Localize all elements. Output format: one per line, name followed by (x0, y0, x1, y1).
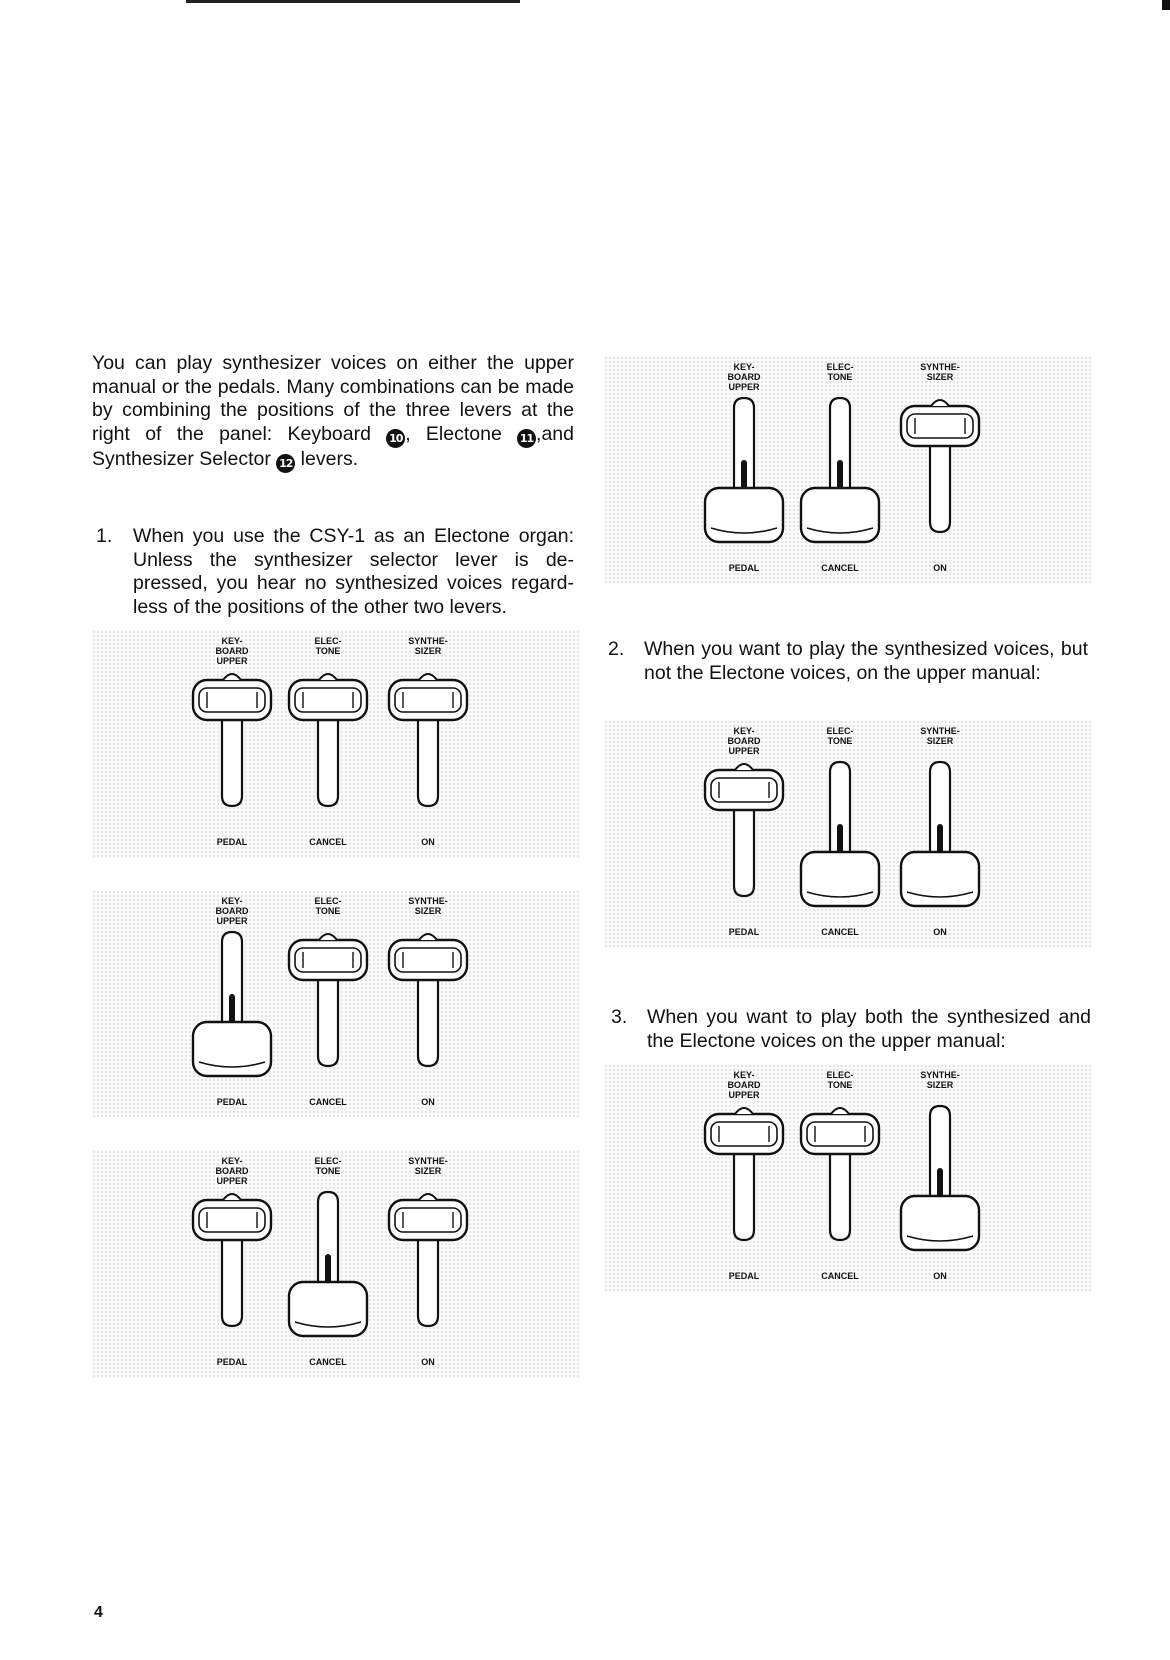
electone-top-label: TONE (315, 1166, 341, 1176)
lever-diagram (604, 720, 1092, 948)
synth-top-label: SYNTHE- (920, 362, 960, 372)
electone-lever-handle (801, 1114, 879, 1154)
synth-lever-handle (901, 1196, 979, 1250)
keyboard-top-label: BOARD (727, 736, 761, 746)
electone-lever (801, 1070, 879, 1281)
keyboard-bottom-label: PEDAL (728, 927, 760, 937)
item-2-number: 2. (608, 638, 625, 660)
electone-top-label: TONE (315, 646, 341, 656)
electone-top-label: ELEC- (314, 636, 342, 646)
page-number: 4 (94, 1604, 103, 1621)
panel-item1-b (92, 890, 580, 1118)
electone-bottom-label: CANCEL (309, 1097, 347, 1107)
synth-lever (901, 362, 979, 573)
panel-item3 (604, 1064, 1092, 1292)
keyboard-lever (193, 1156, 271, 1367)
electone-lever-groove (325, 1254, 331, 1284)
keyboard-top-label: BOARD (215, 646, 249, 656)
electone-top-label: ELEC- (314, 1156, 342, 1166)
synth-lever-handle (389, 940, 467, 980)
item-3-text: When you want to play both the synthesized and the Electone voices on the upper manual: (647, 1006, 1091, 1052)
lever-diagram (604, 1064, 1092, 1292)
synth-top-label: SIZER (414, 906, 442, 916)
lever-diagram (92, 630, 580, 858)
synth-lever-groove (937, 1168, 943, 1198)
keyboard-top-label: KEY- (221, 636, 243, 646)
keyboard-top-label: BOARD (727, 372, 761, 382)
synth-bottom-label: ON (421, 837, 435, 847)
synth-bottom-label: ON (421, 1097, 435, 1107)
panel-top-right (604, 356, 1092, 584)
keyboard-lever (193, 636, 271, 847)
badge-keyboard-icon: 10 (386, 429, 405, 448)
synth-top-label: SIZER (414, 1166, 442, 1176)
synth-lever-groove (937, 824, 943, 854)
item-2-text: When you want to play the synthesized voices, but not the Electone voices, on the upper manual: (644, 638, 1088, 684)
electone-lever (289, 636, 367, 847)
keyboard-top-label: KEY- (733, 1070, 755, 1080)
synth-lever-handle (901, 852, 979, 906)
synth-top-label: SYNTHE- (408, 636, 448, 646)
keyboard-top-label: UPPER (216, 656, 248, 666)
keyboard-lever-handle (705, 770, 783, 810)
panel-item1-a (92, 630, 580, 858)
intro-text-d: levers. (295, 447, 359, 470)
panel-item2 (604, 720, 1092, 948)
electone-lever-handle (801, 488, 879, 542)
intro-text-b: , Electone (405, 422, 518, 445)
synth-lever (389, 896, 467, 1107)
electone-lever (801, 362, 879, 573)
keyboard-top-label: UPPER (216, 916, 248, 926)
keyboard-top-label: KEY- (733, 362, 755, 372)
keyboard-top-label: UPPER (728, 382, 760, 392)
electone-top-label: ELEC- (826, 726, 854, 736)
lever-diagram (92, 1150, 580, 1378)
synth-lever (389, 636, 467, 847)
synth-top-label: SIZER (926, 372, 954, 382)
keyboard-lever (705, 1070, 783, 1281)
keyboard-lever-handle (193, 680, 271, 720)
intro-paragraph (92, 352, 574, 473)
synth-bottom-label: ON (933, 1271, 947, 1281)
keyboard-bottom-label: PEDAL (216, 1357, 248, 1367)
electone-top-label: TONE (827, 736, 853, 746)
electone-lever-handle (801, 852, 879, 906)
keyboard-lever-handle (193, 1200, 271, 1240)
electone-lever-handle (289, 940, 367, 980)
electone-bottom-label: CANCEL (309, 837, 347, 847)
electone-lever-handle (289, 1282, 367, 1336)
keyboard-top-label: BOARD (215, 1166, 249, 1176)
synth-top-label: SIZER (414, 646, 442, 656)
synth-lever-handle (389, 1200, 467, 1240)
electone-lever-handle (289, 680, 367, 720)
electone-top-label: ELEC- (314, 896, 342, 906)
electone-bottom-label: CANCEL (821, 927, 859, 937)
keyboard-top-label: KEY- (221, 896, 243, 906)
corner-mark (1162, 0, 1170, 10)
item-1-number: 1. (96, 525, 113, 547)
keyboard-lever-handle (193, 1022, 271, 1076)
badge-electone-icon: 11 (517, 429, 536, 448)
electone-lever-groove (837, 460, 843, 490)
synth-top-label: SYNTHE- (408, 1156, 448, 1166)
electone-bottom-label: CANCEL (821, 563, 859, 573)
electone-bottom-label: CANCEL (309, 1357, 347, 1367)
keyboard-top-label: UPPER (728, 746, 760, 756)
electone-top-label: ELEC- (826, 362, 854, 372)
synth-top-label: SYNTHE- (920, 1070, 960, 1080)
intro-text-a: You can play synthesizer voices on either the upper manual or the pedals. Many combinations can be made by combining the positions of the three levers at the right of the panel: Keyboard (92, 352, 574, 445)
keyboard-lever-handle (705, 1114, 783, 1154)
keyboard-bottom-label: PEDAL (216, 1097, 248, 1107)
electone-top-label: TONE (827, 1080, 853, 1090)
synth-top-label: SIZER (926, 1080, 954, 1090)
header-rule (186, 0, 520, 3)
synth-lever-handle (901, 406, 979, 446)
synth-lever (901, 726, 979, 937)
item-3-number: 3. (611, 1006, 628, 1028)
keyboard-lever (193, 896, 271, 1107)
keyboard-top-label: UPPER (728, 1090, 760, 1100)
electone-top-label: TONE (315, 906, 341, 916)
synth-bottom-label: ON (421, 1357, 435, 1367)
keyboard-lever (705, 726, 783, 937)
synth-lever (901, 1070, 979, 1281)
electone-top-label: TONE (827, 372, 853, 382)
keyboard-top-label: KEY- (221, 1156, 243, 1166)
synth-bottom-label: ON (933, 927, 947, 937)
synth-lever (389, 1156, 467, 1367)
lever-diagram (92, 890, 580, 1118)
synth-top-label: SYNTHE- (408, 896, 448, 906)
keyboard-lever-handle (705, 488, 783, 542)
lever-diagram (604, 356, 1092, 584)
synth-top-label: SYNTHE- (920, 726, 960, 736)
electone-bottom-label: CANCEL (821, 1271, 859, 1281)
panel-item1-c (92, 1150, 580, 1378)
keyboard-bottom-label: PEDAL (728, 563, 760, 573)
electone-top-label: ELEC- (826, 1070, 854, 1080)
keyboard-bottom-label: PEDAL (216, 837, 248, 847)
electone-lever-groove (837, 824, 843, 854)
electone-lever (289, 896, 367, 1107)
electone-lever (801, 726, 879, 937)
electone-lever (289, 1156, 367, 1367)
synth-bottom-label: ON (933, 563, 947, 573)
badge-synth-icon: 12 (276, 454, 295, 473)
synth-lever-handle (389, 680, 467, 720)
keyboard-lever-groove (741, 460, 747, 490)
synth-top-label: SIZER (926, 736, 954, 746)
item-1-text: When you use the CSY-1 as an Electone organ: Unless the synthesizer selector lever is de-pressed, you hear no synthesized voices regard-less of the positions of the other two levers. (133, 525, 574, 618)
keyboard-top-label: BOARD (727, 1080, 761, 1090)
intro-text-c: ,and Synthesizer Selector (92, 422, 574, 470)
keyboard-top-label: BOARD (215, 906, 249, 916)
keyboard-lever-groove (229, 994, 235, 1024)
keyboard-top-label: KEY- (733, 726, 755, 736)
keyboard-lever (705, 362, 783, 573)
keyboard-bottom-label: PEDAL (728, 1271, 760, 1281)
keyboard-top-label: UPPER (216, 1176, 248, 1186)
